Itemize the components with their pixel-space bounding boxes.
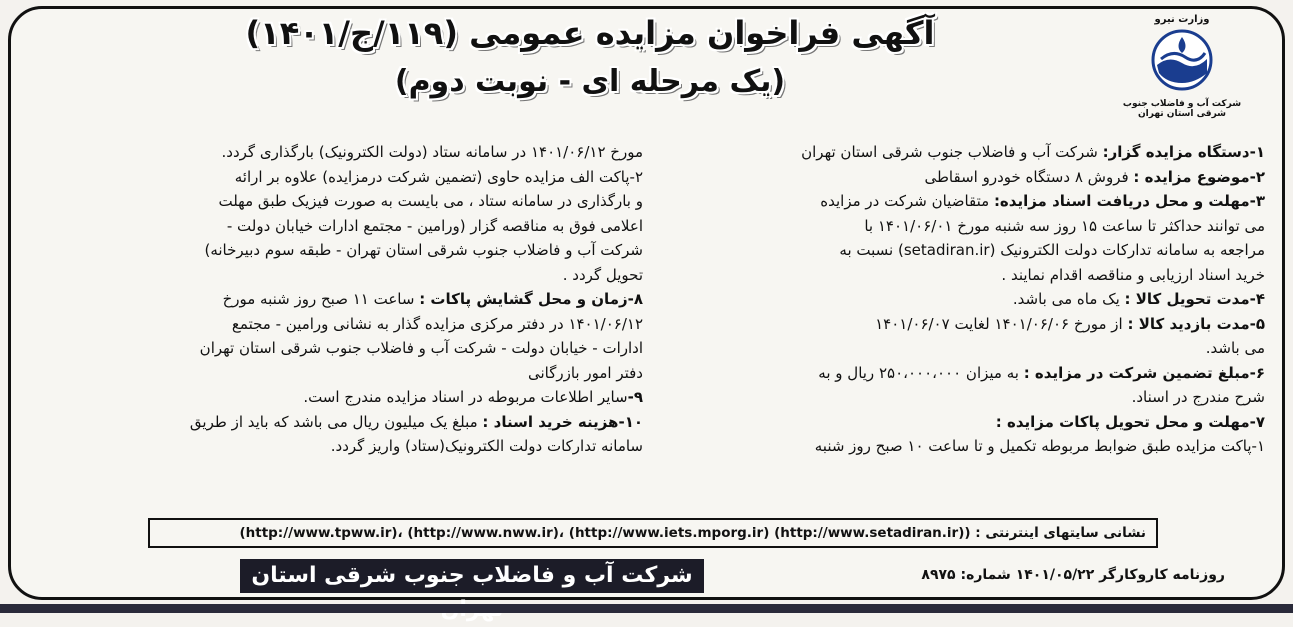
clause-text: متقاضیان شرکت در مزایده (820, 192, 994, 210)
clause-text: خرید اسناد ارزیابی و مناقصه اقدام نمایند . (1001, 265, 1265, 284)
clause-text: شرح مندرج در اسناد. (1131, 388, 1265, 406)
clause-text: یک ماه می باشد. (1012, 290, 1125, 308)
notice-line (655, 434, 1265, 459)
clause-text: ساعت ۱۱ صبح روز شنبه مورخ (222, 290, 420, 308)
clause-heading: ۵-مدت بازدید کالا : (1127, 314, 1265, 333)
notice-line (35, 287, 643, 312)
clause-text: سامانه تدارکات دولت الکترونیک(ستاد) واریز گردد. (330, 437, 643, 455)
ministry-name: وزارت نیرو (1154, 14, 1210, 25)
clause-text: می توانند حداکثر تا ساعت ۱۵ روز سه شنبه مورخ ۱۴۰۱/۰۶/۰۱ با (864, 216, 1265, 235)
clause-text: ۱۴۰۱/۰۶/۱۲ در دفتر مرکزی مزایده گذار به نشانی ورامین - مجتمع (231, 314, 643, 333)
clause-text: از مورخ ۱۴۰۱/۰۶/۰۶ لغایت ۱۴۰۱/۰۶/۰۷ (875, 314, 1128, 333)
notice-line (35, 189, 643, 214)
left-column (35, 140, 643, 459)
water-company-logo-icon (1151, 29, 1213, 91)
clause-text: فروش ۸ دستگاه خودرو اسقاطی (924, 167, 1134, 186)
clause-text: ۱-پاکت مزایده طبق ضوابط مربوطه تکمیل و تا ساعت ۱۰ صبح روز شنبه (814, 437, 1265, 455)
company-banner: شرکت آب و فاضلاب جنوب شرقی استان (240, 559, 704, 593)
clause-text: اعلامی فوق به مناقصه گزار (ورامین - مجتمع ادارات خیابان دولت - (226, 216, 643, 235)
notice-line (655, 312, 1265, 337)
notice-line (655, 140, 1265, 165)
clause-text: سایر اطلاعات مربوطه در اسناد مزایده مندرج است. (303, 388, 628, 406)
clause-heading: ۱۰-هزینه خرید اسناد : (482, 412, 643, 431)
notice-line (35, 361, 643, 386)
bottom-rule (0, 604, 1293, 613)
clause-text: ۲-پاکت الف مزایده حاوی (تضمین شرکت درمزایده) علاوه بر ارائه (234, 167, 643, 186)
notice-subtitle: (یک مرحله ای - نوبت دوم) (394, 64, 786, 99)
clause-heading: ۳-مهلت و محل دریافت اسناد مزایده: (993, 192, 1265, 210)
clause-text: به میزان ۲۵۰،۰۰۰،۰۰۰ ریال و به (818, 363, 1024, 382)
notice-line (655, 238, 1265, 263)
notice-line (655, 165, 1265, 190)
notice-line (35, 385, 643, 410)
websites-label: نشانی سایتهای اینترنتی : (975, 525, 1146, 541)
notice-line (655, 189, 1265, 214)
notice-line (35, 434, 643, 459)
clause-text: و بارگذاری در سامانه ستاد ، می بایست به صورت فیزیک طبق مهلت (218, 192, 643, 210)
notice-line (35, 263, 643, 288)
clause-heading: ۲-موضوع مزایده : (1133, 167, 1265, 186)
websites-list: ((http://www.setadiran.ir) (http://www.iets.mporg.ir) ،(http://www.nww.ir) ،(http://www.tpww.ir) (239, 525, 976, 541)
notice-title: آگهی فراخوان مزایده عمومی (۱۱۹/ج/۱۴۰۱) (245, 14, 935, 52)
clause-heading: ۶-مبلغ تضمین شرکت در مزایده : (1023, 363, 1265, 382)
clause-text: شرکت آب و فاضلاب جنوب شرقی استان تهران (801, 143, 1103, 161)
clause-heading: ۷-مهلت و محل تحویل پاکات مزایده : (995, 412, 1265, 431)
notice-line (35, 140, 643, 165)
clause-text: مبلغ یک میلیون ریال می باشد که باید از طریق (189, 412, 483, 431)
clause-text: مراجعه به سامانه تدارکات دولت الکترونیک (setadiran.ir) نسبت به (839, 241, 1265, 259)
notice-line (35, 410, 643, 435)
clause-text: تحویل گردد . (562, 265, 643, 284)
notice-line (655, 410, 1265, 435)
notice-line (35, 165, 643, 190)
notice-line (35, 238, 643, 263)
notice-line (655, 385, 1265, 410)
clause-text: دفتر امور بازرگانی (527, 363, 643, 382)
notice-line (655, 336, 1265, 361)
logo-block (1107, 14, 1257, 119)
clause-text: شرکت آب و فاضلاب جنوب شرقی استان تهران - طبقه سوم دبیرخانه) (204, 241, 643, 259)
notice-line (35, 312, 643, 337)
clause-text: مورخ ۱۴۰۱/۰۶/۱۲ در سامانه ستاد (دولت الکترونیک) بارگذاری گردد. (221, 143, 643, 161)
notice-line (35, 214, 643, 239)
notice-line (655, 263, 1265, 288)
right-column (655, 140, 1265, 459)
clause-heading: ۸-زمان و محل گشایش پاکات : (419, 290, 643, 308)
clause-heading: ۴-مدت تحویل کالا : (1124, 290, 1265, 308)
websites-box (148, 518, 1158, 548)
clause-heading: ۱-دستگاه مزایده گزار: (1102, 143, 1265, 161)
clause-text: می باشد. (1205, 339, 1265, 357)
notice-line (655, 214, 1265, 239)
clause-heading: ۹- (627, 388, 643, 406)
notice-line (35, 336, 643, 361)
clause-text: ادارات - خیابان دولت - شرکت آب و فاضلاب جنوب شرقی استان تهران (199, 339, 643, 357)
notice-line (655, 361, 1265, 386)
notice-line (655, 287, 1265, 312)
newspaper-info: روزنامه کاروکارگر ۱۴۰۱/۰۵/۲۲ شماره: ۸۹۷۵ (921, 567, 1225, 583)
company-name-small: شرکت آب و فاضلاب جنوب شرقی استان تهران (1122, 99, 1242, 119)
